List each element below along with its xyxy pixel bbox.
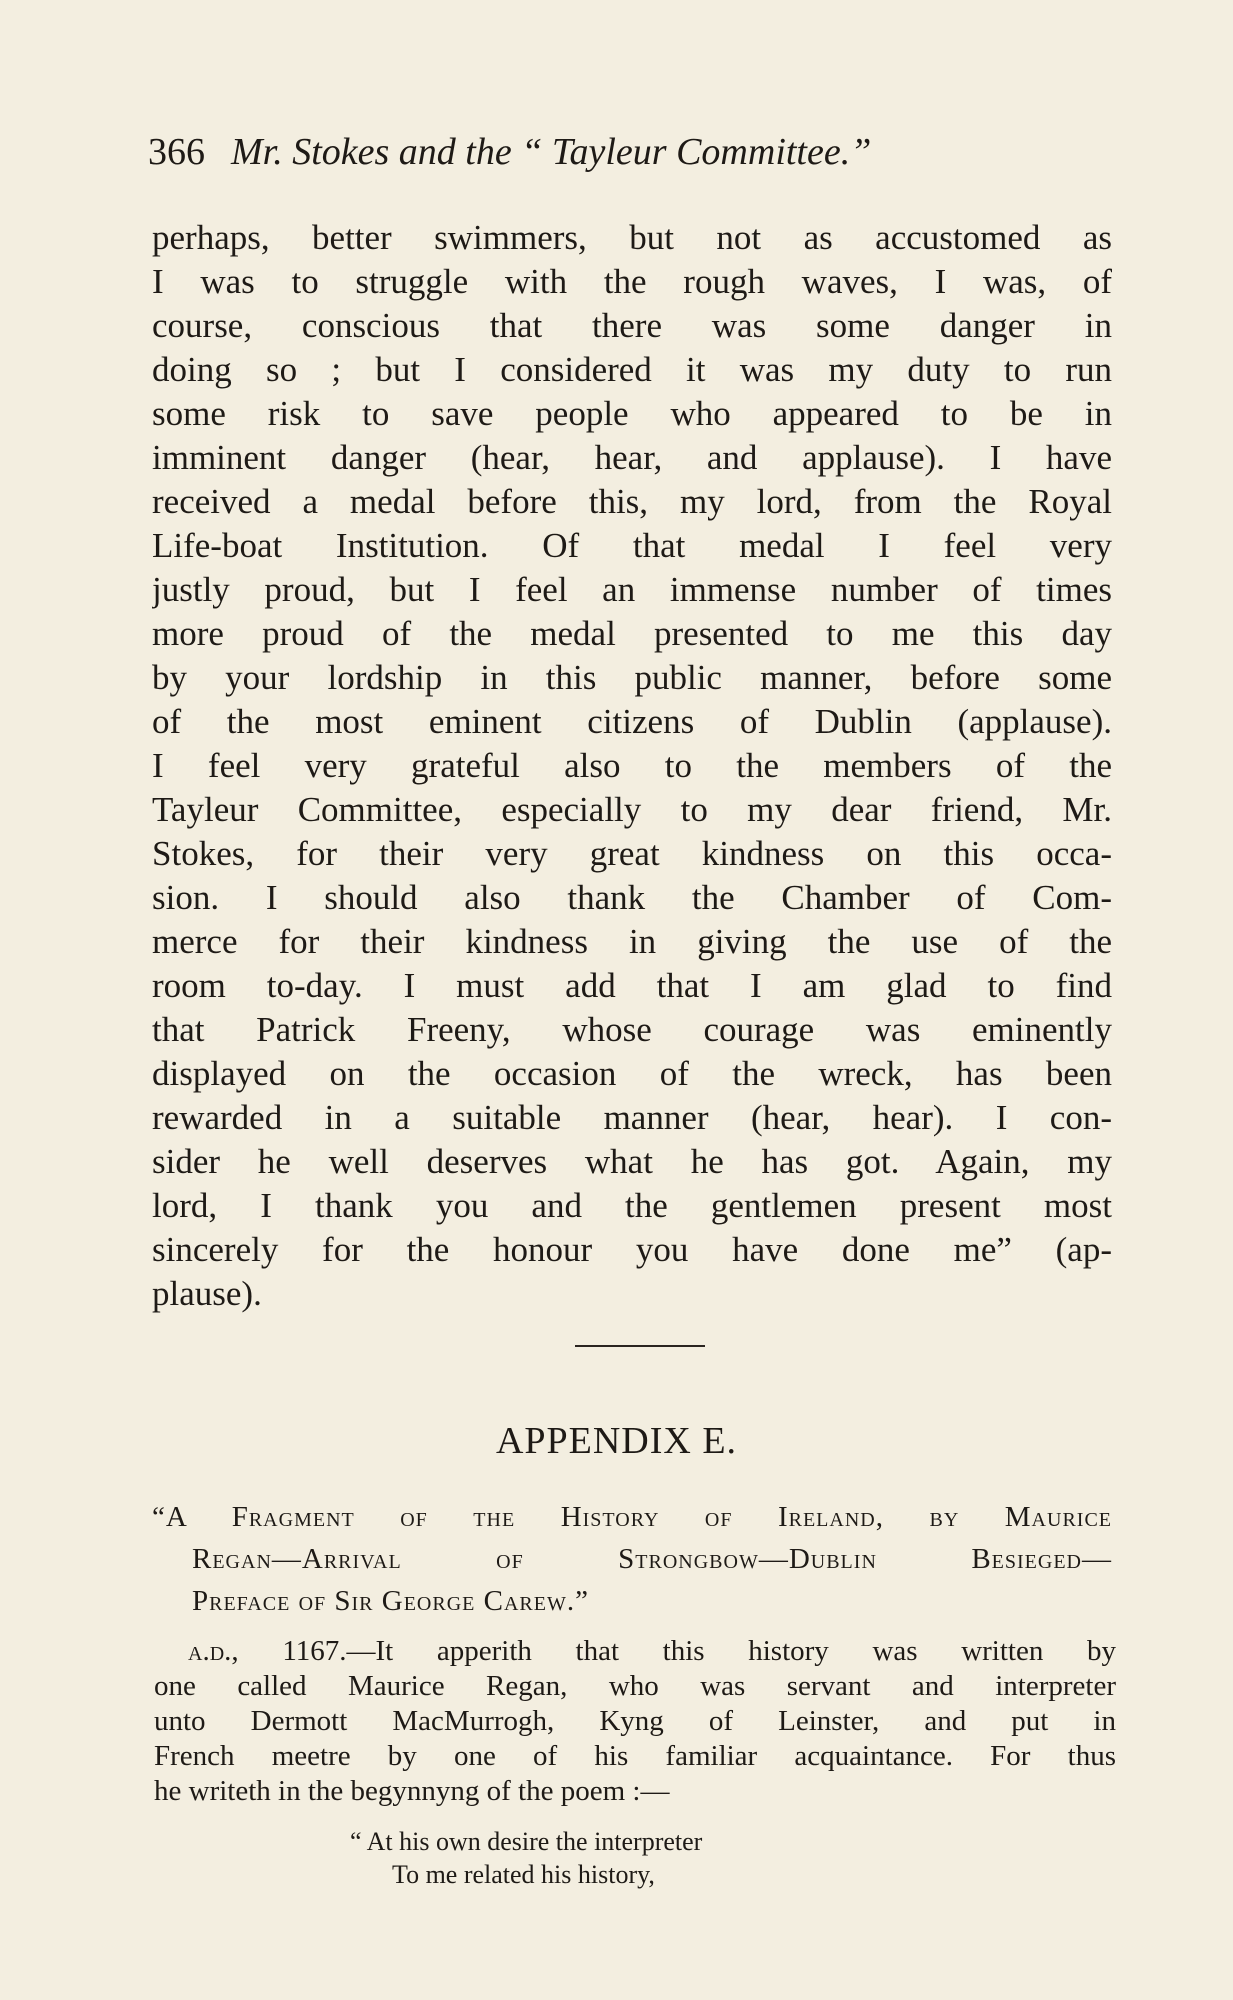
verse-quote [350,1825,1050,1891]
body-line: I was to struggle with the rough waves, I was, of [152,262,1112,301]
body-line: more proud of the medal presented to me this day [152,614,1112,653]
fragment-title-line: Preface of Sir George Carew.” [192,1585,589,1617]
body-line: some risk to save people who appeared to be in [152,394,1112,433]
appendix-heading: APPENDIX E. [495,1420,738,1462]
section-divider [575,1345,705,1347]
body-line: perhaps, better swimmers, but not as accustomed as [152,218,1112,257]
body-line: rewarded in a suitable manner (hear, hear). I con- [152,1098,1112,1137]
date-label: a.d., [188,1635,239,1667]
body-line: I feel very grateful also to the members of the [152,746,1112,785]
prose-line-text: 1167.—It apperith that this history was written by [282,1635,1117,1667]
body-line: plause). [152,1274,262,1313]
body-line: lord, I thank you and the gentlemen present most [152,1186,1112,1225]
body-line: of the most eminent citizens of Dublin (applause). [152,702,1112,741]
fragment-title-line: “A Fragment of the History of Ireland, by Maurice [152,1501,1112,1533]
fragment-title-line: Regan—Arrival of Strongbow—Dublin Besieged— [192,1543,1112,1575]
body-line: sion. I should also thank the Chamber of Com- [152,878,1112,917]
body-line: room to-day. I must add that I am glad to find [152,966,1112,1005]
body-line: imminent danger (hear, hear, and applause). I have [152,438,1112,477]
body-line: that Patrick Freeny, whose courage was eminently [152,1010,1112,1049]
body-line: justly proud, but I feel an immense number of times [152,570,1112,609]
body-text [152,216,1112,1316]
body-line: merce for their kindness in giving the use of the [152,922,1112,961]
prose-line: he writeth in the begynnyng of the poem :— [154,1775,670,1807]
appendix-prose [154,1634,1117,1809]
verse-line: To me related his history, [392,1860,655,1889]
running-title: Mr. Stokes and the “ Tayleur Committee.” [231,131,872,173]
body-line: sider he well deserves what he has got. Again, my [152,1142,1112,1181]
body-line: sincerely for the honour you have done me” (ap- [152,1230,1112,1269]
verse-line: “ At his own desire the interpreter [350,1827,703,1856]
body-line: by your lordship in this public manner, before some [152,658,1112,697]
fragment-title [152,1496,1112,1622]
prose-line [188,1634,1116,1669]
body-line: displayed on the occasion of the wreck, has been [152,1054,1112,1093]
running-head [148,128,1088,176]
body-line: received a medal before this, my lord, from the Royal [152,482,1112,521]
body-line: doing so ; but I considered it was my duty to run [152,350,1112,389]
body-line: course, conscious that there was some danger in [152,306,1112,345]
body-line: Tayleur Committee, especially to my dear friend, Mr. [152,790,1112,829]
prose-line: French meetre by one of his familiar acquaintance. For thus [154,1740,1116,1772]
prose-line: unto Dermott MacMurrogh, Kyng of Leinster, and put in [154,1705,1116,1737]
prose-line: one called Maurice Regan, who was servant and interpreter [154,1670,1116,1702]
page-number: 366 [148,131,205,173]
body-line: Life-boat Institution. Of that medal I feel very [152,526,1112,565]
body-line: Stokes, for their very great kindness on this occa- [152,834,1112,873]
